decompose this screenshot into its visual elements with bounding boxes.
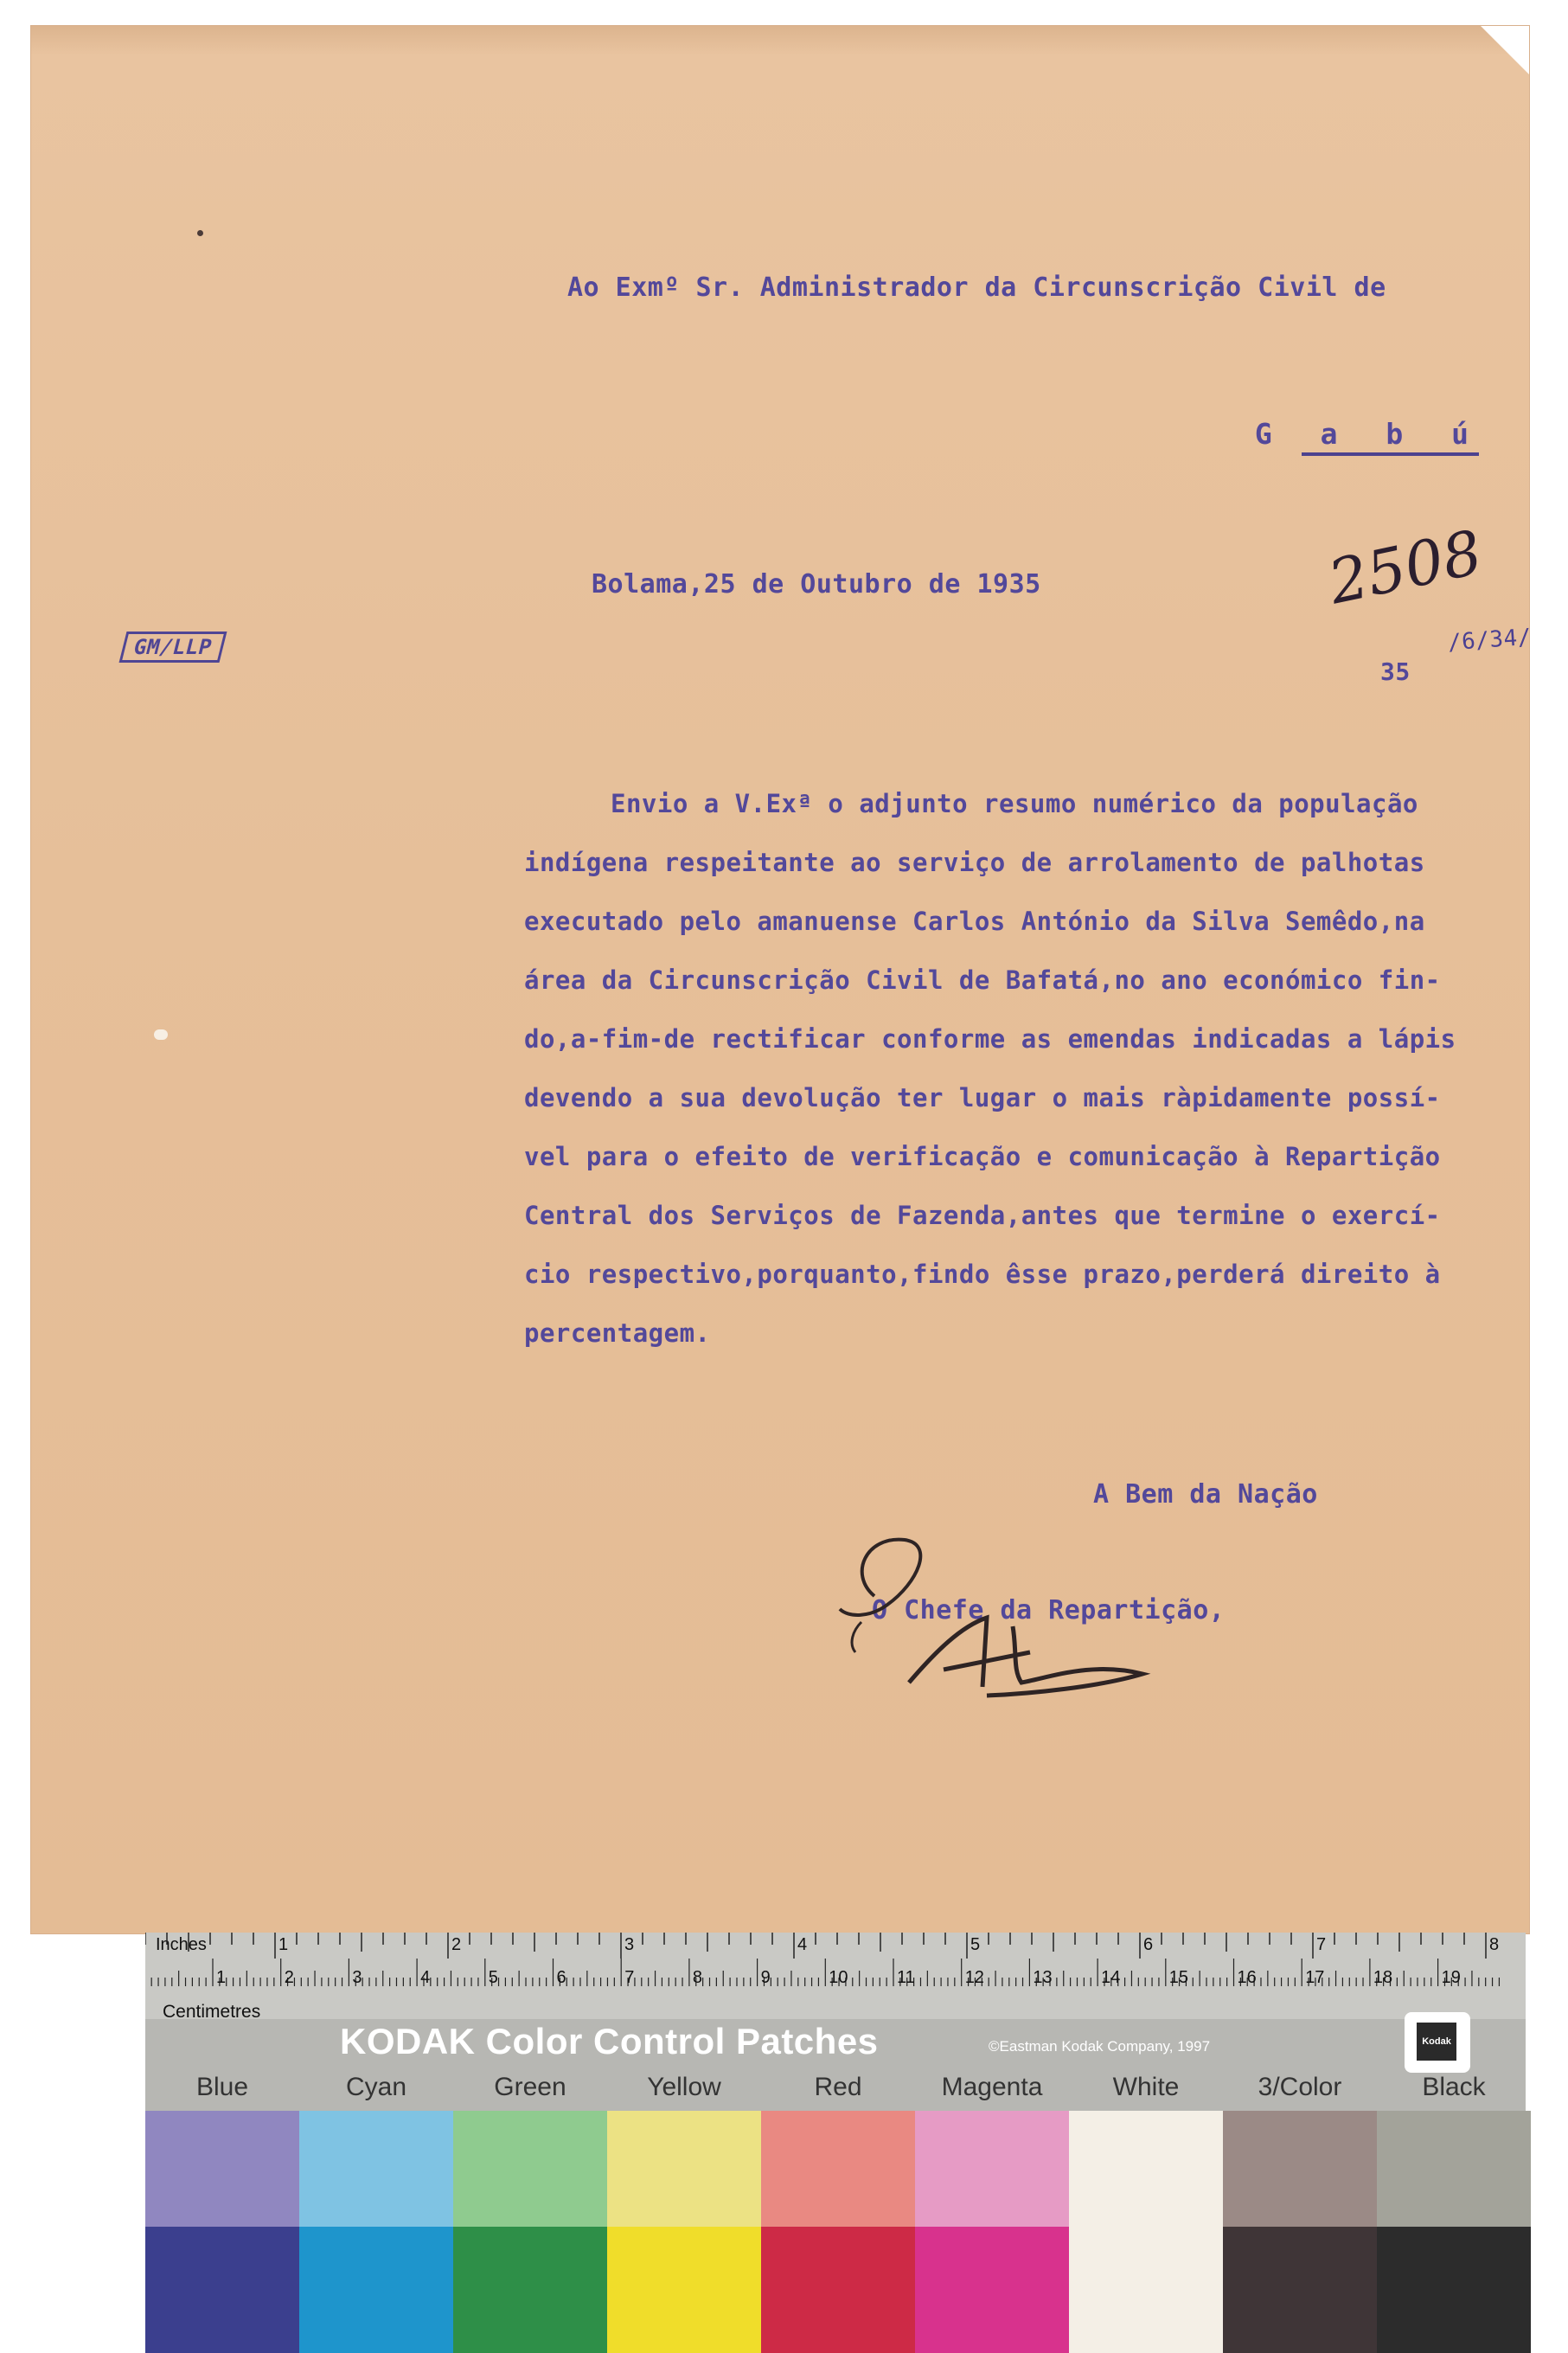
- signature-title: O Chefe da Repartição,: [872, 1595, 1226, 1625]
- letter-sheet: [31, 26, 1533, 1933]
- cm-tick-label: 12: [964, 1968, 984, 1987]
- torn-corner: [1481, 26, 1529, 74]
- letter-body-line: percentagem.: [524, 1318, 711, 1348]
- cm-tick-label: 9: [760, 1968, 771, 1987]
- reference-stamp: GM/LLP: [119, 632, 227, 663]
- cm-tick-label: 13: [1033, 1968, 1053, 1987]
- letter-body-line: Central dos Serviços de Fazenda,antes que termine o exercí-: [524, 1201, 1441, 1230]
- color-patch-bottom: [1377, 2227, 1531, 2353]
- cm-tick-label: 2: [284, 1968, 294, 1987]
- patch-label-red: Red: [814, 2073, 862, 2101]
- patch-label-blue: Blue: [195, 2073, 249, 2101]
- cm-tick-label: 7: [624, 1968, 635, 1987]
- cm-tick-label: 3: [352, 1968, 362, 1987]
- inch-tick-label: 2: [451, 1935, 462, 1954]
- centimetres-label: Centimetres: [163, 2002, 261, 2022]
- kodak-logo: [1405, 2012, 1470, 2073]
- patch-label-yellow: Yellow: [647, 2073, 721, 2101]
- destination-place: G a b ú: [1254, 417, 1484, 451]
- sheet-top-shadow: [31, 26, 1529, 55]
- letter-body-line: indígena respeitante ao serviço de arrolamento de palhotas: [524, 848, 1425, 877]
- letter-body-line: área da Circunscrição Civil de Bafatá,no ano económico fin-: [524, 965, 1441, 995]
- cm-tick-label: 17: [1305, 1968, 1325, 1987]
- reference-year: 35: [1380, 657, 1411, 686]
- cm-tick-label: 1: [216, 1968, 227, 1987]
- inch-tick-label: 7: [1316, 1935, 1327, 1954]
- color-patch-top: [607, 2111, 761, 2227]
- measurement-ruler: [145, 1933, 1526, 2019]
- letter-body-line: do,a-fim-de rectificar conforme as emendas indicadas a lápis: [524, 1024, 1456, 1054]
- addressee-line: Ao Exmº Sr. Administrador da Circunscrição Civil de: [567, 272, 1386, 303]
- color-patch-bottom: [1069, 2227, 1223, 2353]
- letter-body-line: devendo a sua devolução ter lugar o mais ràpidamente possí-: [524, 1083, 1441, 1112]
- color-patch-bottom: [761, 2227, 915, 2353]
- letter-body-line: cio respectivo,porquanto,findo êsse prazo,perderá direito à: [524, 1260, 1441, 1289]
- cm-tick-label: 14: [1101, 1968, 1121, 1987]
- destination-underline: [1302, 452, 1479, 456]
- color-patch-bottom: [607, 2227, 761, 2353]
- kodak-color-strip: [145, 1933, 1526, 2353]
- date-line: Bolama,25 de Outubro de 1935: [592, 569, 1041, 599]
- handwritten-signature: [814, 1523, 1229, 1747]
- closing-line: A Bem da Nação: [1093, 1479, 1318, 1510]
- cm-tick-label: 10: [829, 1968, 848, 1987]
- kodak-logo-mark: Kodak: [1417, 2023, 1456, 2061]
- cm-tick-label: 19: [1441, 1968, 1461, 1987]
- inch-tick-label: 6: [1143, 1935, 1154, 1954]
- kodak-copyright: ©Eastman Kodak Company, 1997: [989, 2038, 1211, 2055]
- kodak-title: KODAK Color Control Patches: [340, 2021, 879, 2061]
- inch-tick-label: 3: [624, 1935, 635, 1954]
- cm-tick-label: 18: [1373, 1968, 1393, 1987]
- inch-tick-label: 1: [278, 1935, 289, 1954]
- ink-dot: [197, 230, 203, 236]
- inches-label: Inches: [156, 1935, 207, 1954]
- handwritten-number-text: 2508: [1322, 516, 1488, 619]
- color-patch-top: [761, 2111, 915, 2227]
- cm-tick-label: 5: [488, 1968, 498, 1987]
- color-patch-bottom: [915, 2227, 1069, 2353]
- color-patch-bottom: [1223, 2227, 1377, 2353]
- color-patch-top: [1377, 2111, 1531, 2227]
- inch-tick-label: 5: [970, 1935, 981, 1954]
- inch-tick-label: 8: [1489, 1935, 1500, 1954]
- cm-tick-label: 15: [1168, 1968, 1189, 1987]
- color-patch-top: [1069, 2111, 1223, 2227]
- color-patch-bottom: [453, 2227, 607, 2353]
- color-patch-top: [453, 2111, 607, 2227]
- patch-label-3-color: 3/Color: [1258, 2073, 1342, 2101]
- patch-label-magenta: Magenta: [941, 2073, 1043, 2101]
- cm-tick-label: 4: [420, 1968, 431, 1987]
- patch-label-white: White: [1112, 2073, 1180, 2101]
- cm-tick-label: 8: [692, 1968, 703, 1987]
- color-patch-bottom: [145, 2227, 299, 2353]
- patch-label-green: Green: [494, 2073, 566, 2101]
- cm-tick-label: 11: [897, 1968, 915, 1987]
- cm-tick-label: 16: [1237, 1968, 1257, 1987]
- reference-suffix: /6/34/: [1447, 624, 1533, 657]
- color-patch-top: [299, 2111, 453, 2227]
- letter-body-line: vel para o efeito de verificação e comunicação à Repartição: [524, 1142, 1441, 1171]
- patch-label-cyan: Cyan: [345, 2073, 407, 2101]
- letter-body-line: Envio a V.Exª o adjunto resumo numérico da população: [611, 789, 1418, 818]
- cm-tick-label: 6: [556, 1968, 566, 1987]
- letter-body-line: executado pelo amanuense Carlos António da Silva Semêdo,na: [524, 907, 1425, 936]
- color-patch-bottom: [299, 2227, 453, 2353]
- inch-tick-label: 4: [797, 1935, 808, 1954]
- color-patch-top: [1223, 2111, 1377, 2227]
- patch-label-black: Black: [1422, 2073, 1486, 2101]
- color-patch-top: [145, 2111, 299, 2227]
- color-patch-top: [915, 2111, 1069, 2227]
- paper-blot: [154, 1029, 168, 1040]
